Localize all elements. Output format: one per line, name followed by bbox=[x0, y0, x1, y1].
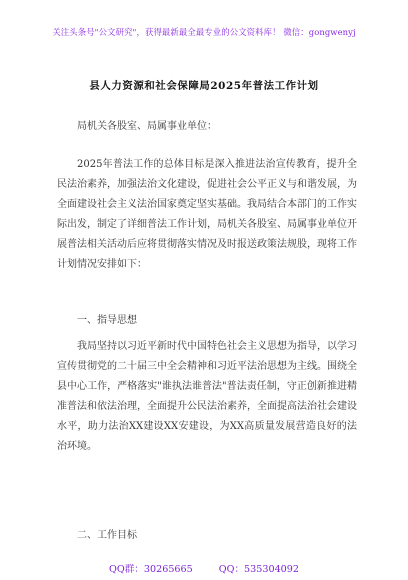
paragraph-text: 2025年普法工作的总体目标是深入推进法治宣传教育，提升全民法治素养，加强法治文化建设，促进社会公平正义与和谐发展，为全面建设社会主义法治国家奠定坚实基础。我局结合本部门的工作实际出发，制定了详细普法工作计划，局机关各股室、局属事业单位开展普法相关活动后应将贯彻落实情况及时报送政策法规股，现将工作计划情况安排如下： bbox=[57, 159, 357, 270]
section-heading-text: 二、工作目标 bbox=[77, 530, 137, 541]
header-promo-note: 关注头条号"公文研究"，获得最新最全最专业的公文资料库！ 微信：gongwenyj bbox=[52, 27, 356, 37]
salutation-text: 局机关各股室、局属事业单位： bbox=[77, 121, 217, 132]
salutation bbox=[77, 117, 377, 137]
paragraph-overall-goal bbox=[57, 155, 357, 275]
footer-contact bbox=[0, 561, 408, 575]
paragraph-guiding-ideology bbox=[57, 337, 357, 457]
footer-qq-number: QQ：535304092 bbox=[218, 564, 299, 575]
document-title: 县人力资源和社会保障局2025年普法工作计划 bbox=[89, 80, 319, 92]
footer-qq-group: QQ群：30265665 bbox=[108, 564, 193, 575]
section-heading-guiding-ideology bbox=[77, 311, 377, 331]
section-heading-text: 一、指导思想 bbox=[77, 315, 137, 326]
paragraph-text: 我局坚持以习近平新时代中国特色社会主义思想为指导，以学习宣传贯彻党的二十届三中全会精神和习近平法治思想为主线。围绕全县中心工作，严格落实"谁执法谁普法"普法责任制，守正创新推进精准普法和依法治理，全面提升公民法治素养，全面提高法治社会建设水平，助力法治XX建设XX安建设，为XX高质量发展营造良好的法治环境。 bbox=[57, 341, 357, 452]
section-heading-work-goals bbox=[77, 526, 377, 546]
